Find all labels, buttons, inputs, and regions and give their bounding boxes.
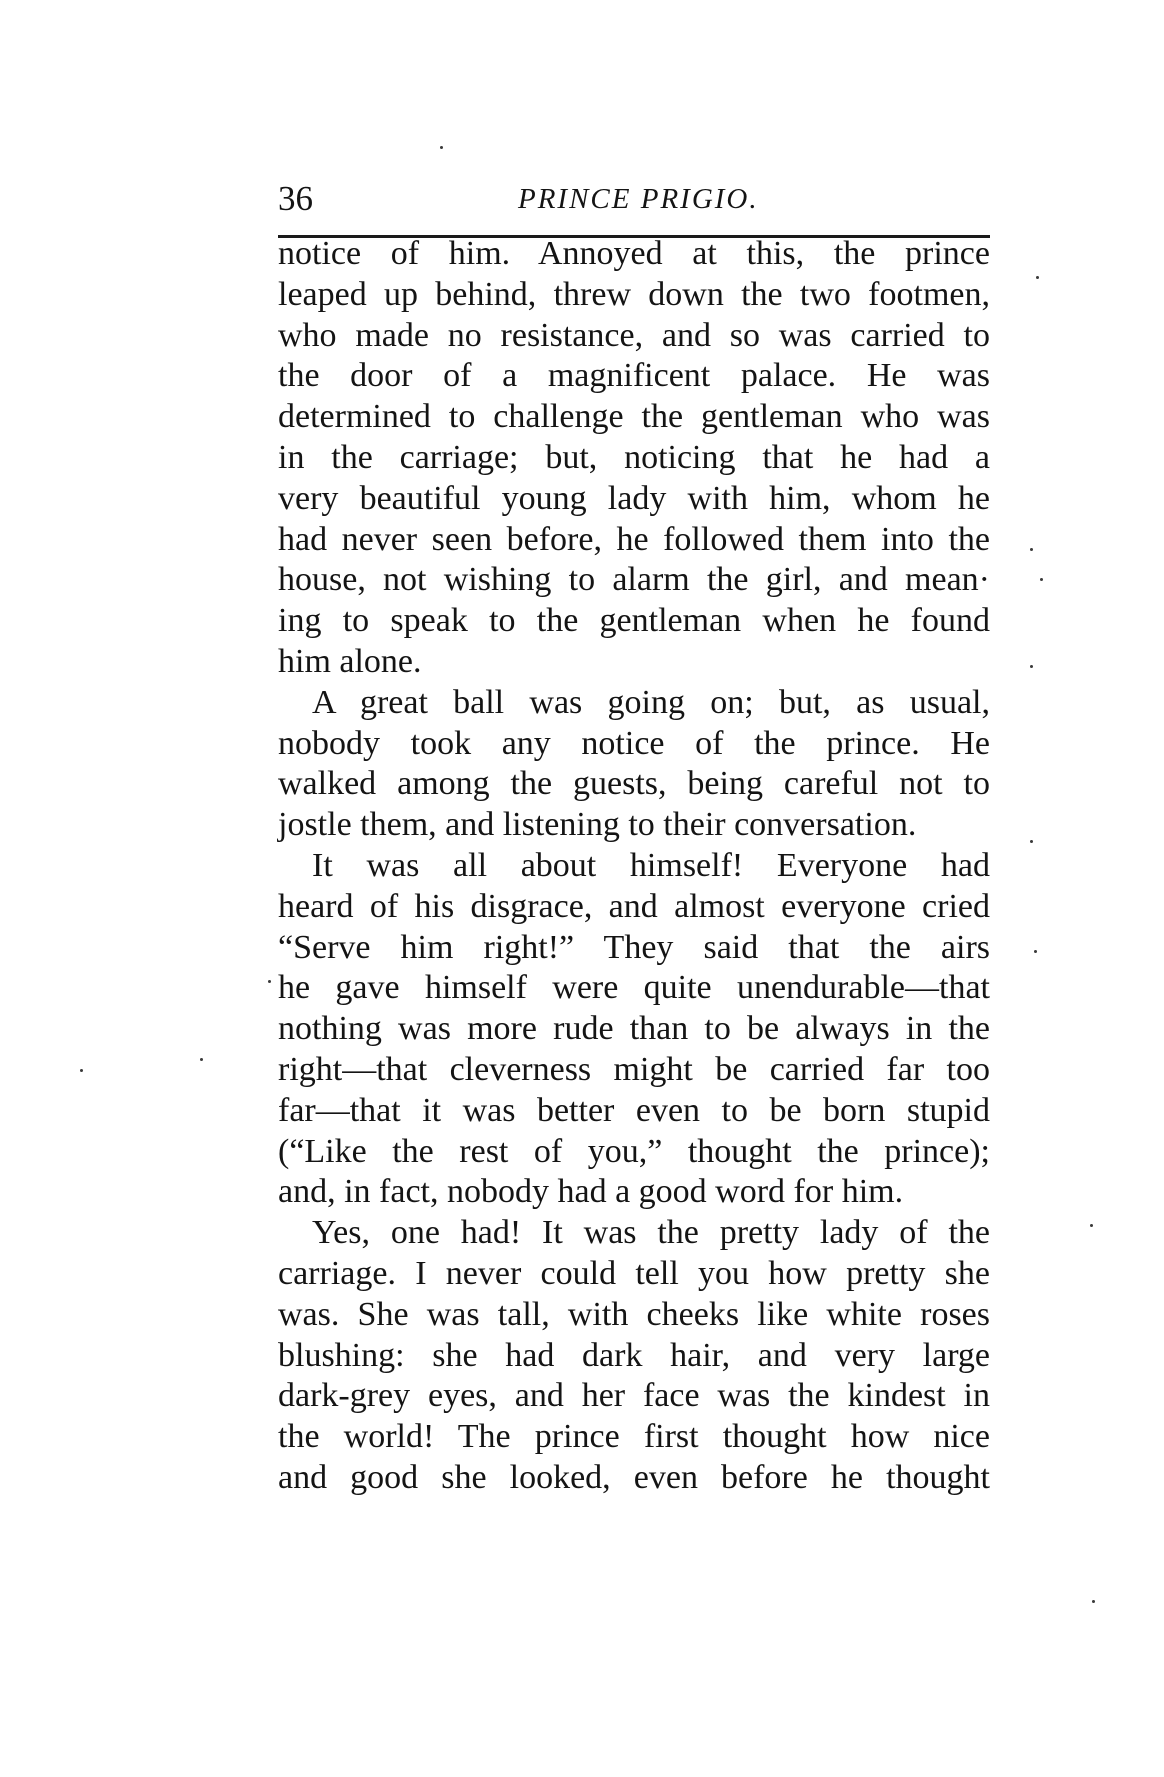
text-line: nothing was more rude than to be always in the bbox=[278, 1010, 990, 1048]
text-line: Yes, one had! It was the pretty lady of the bbox=[312, 1214, 990, 1252]
text-line: determined to challenge the gentleman who was bbox=[278, 398, 990, 436]
scan-speck bbox=[268, 980, 271, 983]
scan-speck bbox=[1040, 578, 1043, 581]
text-line: A great ball was going on; but, as usual, bbox=[312, 683, 990, 721]
scan-speck bbox=[440, 146, 443, 149]
text-line: walked among the guests, being careful not to bbox=[278, 765, 990, 803]
text-line: very beautiful young lady with him, whom he bbox=[278, 479, 990, 517]
text-line: he gave himself were quite unendurable—that bbox=[278, 969, 990, 1007]
running-title: PRINCE PRIGIO. bbox=[518, 183, 759, 215]
text-line: in the carriage; but, noticing that he had a bbox=[278, 438, 990, 476]
scan-speck bbox=[1034, 950, 1037, 953]
text-line: dark-grey eyes, and her face was the kindest in bbox=[278, 1377, 990, 1415]
text-line: notice of him. Annoyed at this, the prince bbox=[278, 235, 990, 272]
scan-speck bbox=[1090, 1224, 1093, 1227]
scan-speck bbox=[80, 1069, 83, 1072]
text-line: leaped up behind, threw down the two footmen, bbox=[278, 275, 990, 313]
scan-speck bbox=[200, 1058, 203, 1061]
scan-speck bbox=[1030, 840, 1033, 843]
text-line: the world! The prince first thought how nice bbox=[278, 1418, 990, 1456]
text-line: right—that cleverness might be carried far too bbox=[278, 1050, 990, 1088]
page-number: 36 bbox=[278, 179, 313, 218]
scan-speck bbox=[1036, 276, 1039, 279]
text-line: (“Like the rest of you,” thought the prince); bbox=[278, 1132, 990, 1170]
text-line: carriage. I never could tell you how pretty she bbox=[278, 1254, 990, 1292]
text-line: him alone. bbox=[278, 642, 422, 680]
text-line: “Serve him right!” They said that the airs bbox=[278, 928, 990, 966]
text-line: and, in fact, nobody had a good word for him. bbox=[278, 1173, 904, 1211]
text-line: and good she looked, even before he thought bbox=[278, 1458, 990, 1496]
text-line: was. She was tall, with cheeks like white roses bbox=[278, 1295, 990, 1333]
running-head bbox=[278, 176, 990, 222]
text-line: blushing: she had dark hair, and very large bbox=[278, 1336, 990, 1374]
text-line: far—that it was better even to be born stupid bbox=[278, 1091, 990, 1129]
body-text bbox=[278, 234, 990, 1499]
text-line: who made no resistance, and so was carried to bbox=[278, 316, 990, 354]
text-line: It was all about himself! Everyone had bbox=[312, 846, 990, 884]
scan-speck bbox=[1030, 548, 1033, 551]
text-line: jostle them, and listening to their conversation. bbox=[278, 806, 917, 844]
text-line: had never seen before, he followed them into the bbox=[278, 520, 990, 558]
text-line: the door of a magnificent palace. He was bbox=[278, 357, 990, 395]
text-line: house, not wishing to alarm the girl, and mean· bbox=[278, 561, 990, 599]
text-line: ing to speak to the gentleman when he found bbox=[278, 602, 990, 640]
text-line: heard of his disgrace, and almost everyone cried bbox=[278, 887, 990, 925]
scan-speck bbox=[1030, 665, 1033, 668]
scan-speck bbox=[1092, 1600, 1095, 1603]
text-line: nobody took any notice of the prince. He bbox=[278, 724, 990, 762]
